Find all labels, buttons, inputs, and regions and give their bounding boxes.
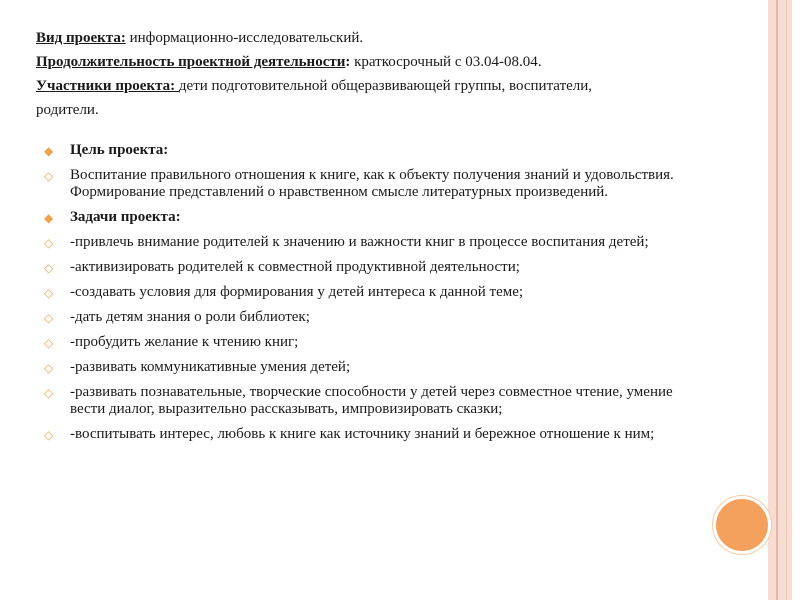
bullet-icon: ◇	[44, 336, 54, 350]
task-item: -воспитывать интерес, любовь к книге как источнику знаний и бережное отношение к ним;	[70, 426, 655, 442]
list-item	[44, 426, 704, 443]
list-item	[44, 359, 704, 376]
task-item: -привлечь внимание родителей к значению и важности книг в процессе воспитания детей;	[70, 234, 649, 250]
project-participants-row	[36, 74, 736, 98]
project-type-label: Вид проекта:	[36, 30, 126, 46]
task-item: -дать детям знания о роли библиотек;	[70, 309, 310, 325]
project-goals-list	[44, 142, 704, 451]
decorative-stripe	[768, 0, 792, 600]
bullet-icon: ◇	[44, 311, 54, 325]
bullet-icon: ◇	[44, 261, 54, 275]
list-item	[44, 142, 704, 159]
list-item	[44, 209, 704, 226]
project-duration-label: Продолжительность проектной деятельности	[36, 54, 346, 70]
project-header	[36, 26, 736, 122]
project-type-value: информационно-исследовательский.	[125, 30, 364, 46]
list-item	[44, 309, 704, 326]
project-duration-value: краткосрочный с 03.04-08.04.	[350, 54, 542, 70]
bullet-icon: ◇	[44, 286, 54, 300]
project-participants-label: Участники проекта:	[36, 78, 179, 94]
list-item	[44, 259, 704, 276]
decorative-stripe-line	[776, 0, 778, 600]
list-item	[44, 334, 704, 351]
task-item: -пробудить желание к чтению книг;	[70, 334, 299, 350]
list-item	[44, 384, 704, 418]
decorative-circle	[713, 496, 771, 554]
project-participants-value-cont: родители.	[36, 102, 99, 118]
list-item	[44, 284, 704, 301]
bullet-icon: ◇	[44, 236, 54, 250]
decorative-stripe-line-2	[786, 0, 787, 600]
bullet-icon: ◇	[44, 428, 54, 442]
task-item: -развивать познавательные, творческие способности у детей через совместное чтение, умение вести диалог, выразительно рассказывать, импровизировать сказки;	[70, 384, 673, 417]
list-item	[44, 167, 704, 201]
project-participants-row-cont	[36, 98, 736, 122]
project-participants-value: дети подготовительной общеразвивающей группы, воспитатели,	[178, 78, 593, 94]
list-item	[44, 234, 704, 251]
goal-text: Воспитание правильного отношения к книге, как к объекту получения знаний и удовольствия. Формирование представлений о нравственном смысле литературных произведений.	[70, 167, 674, 200]
task-item: -создавать условия для формирования у детей интереса к данной теме;	[70, 284, 524, 300]
tasks-title: Задачи проекта:	[70, 209, 181, 225]
task-item: -развивать коммуникативные умения детей;	[70, 359, 351, 375]
task-item: -активизировать родителей к совместной продуктивной деятельности;	[70, 259, 520, 275]
project-duration-colon: :	[345, 54, 351, 70]
project-type-row	[36, 26, 736, 50]
bullet-icon: ◇	[44, 386, 54, 400]
bullet-icon: ◇	[44, 361, 54, 375]
bullet-icon: ◇	[44, 169, 54, 183]
bullet-icon: ◆	[44, 211, 54, 225]
project-duration-row	[36, 50, 736, 74]
goal-title: Цель проекта:	[70, 142, 169, 158]
bullet-icon: ◆	[44, 144, 54, 158]
